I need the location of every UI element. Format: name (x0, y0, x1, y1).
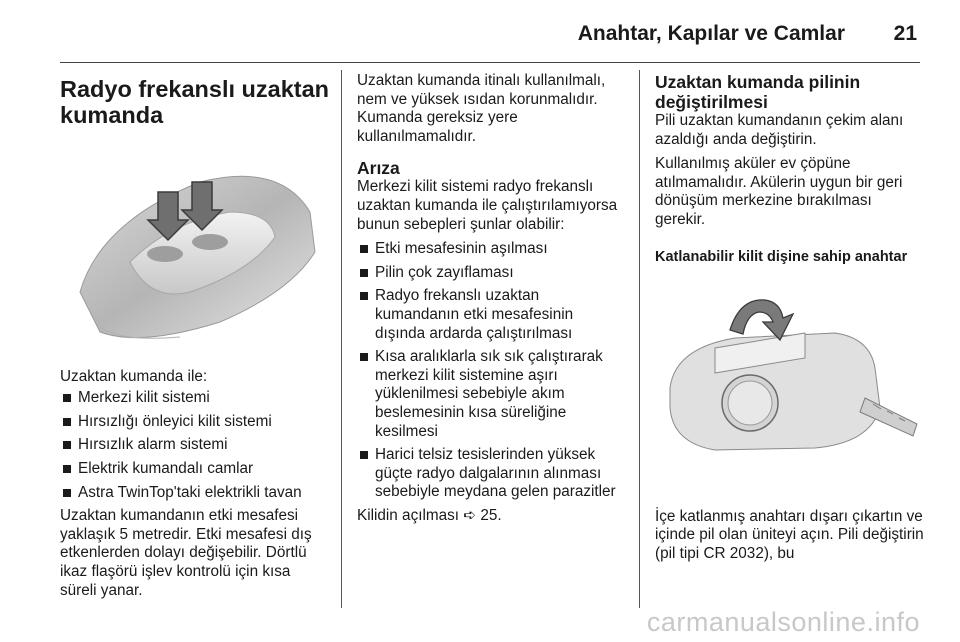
cross-reference: Kilidin açılması ➪ 25. (357, 506, 502, 524)
list-item: Radyo frekanslı uzaktan kumandanın etki mesafesinin dışında ardarda çalıştırılması (357, 287, 625, 343)
care-paragraph: Uzaktan kumanda itinalı kullanılmalı, nem ve yüksek ısıdan korunmalıdır. Kumanda gereksiz yere kullanılmamalıdır. (357, 72, 606, 145)
list-item: Pilin çok zayıflaması (357, 264, 625, 283)
intro-text: Uzaktan kumanda ile: (60, 367, 208, 385)
list-item: Harici telsiz tesislerinden yüksek güçte radyo dalgalarının alınması sebebiyle meydana gelen parazitler (357, 446, 625, 502)
list-item: Kısa aralıklarla sık sık çalıştırarak merkezi kilit sistemine aşırı yüklenilmesi sebebiyle akım beslemesinin kısa süreliğine kesilmesi (357, 348, 625, 441)
list-item: Etki mesafesinin aşılması (357, 240, 625, 259)
key-battery-icon (655, 278, 925, 488)
battery-heading: Uzaktan kumanda pilinin değiştirilmesi (655, 72, 861, 112)
page-number: 21 (893, 22, 917, 45)
remote-key-icon (60, 142, 330, 352)
feature-list (60, 389, 330, 502)
battery-paragraph-2: Kullanılmış aküler ev çöpüne atılmamalıdır. Akülerin uygun bir geri dönüşüm merkezine bırakılması gerekir. (655, 155, 903, 228)
remote-key-illustration (60, 142, 330, 358)
page-header (60, 14, 920, 63)
watermark: carmanualsonline.info (646, 607, 920, 637)
column-divider (341, 70, 342, 608)
fault-heading: Arıza (357, 158, 400, 179)
list-item: Astra TwinTop'taki elektrikli tavan (60, 484, 330, 503)
folding-key-subheading: Katlanabilir kilit dişine sahip anahtar (655, 248, 908, 265)
column-3 (655, 72, 925, 564)
fault-intro: Merkezi kilit sistemi radyo frekanslı uzaktan kumanda ile çalıştırılamıyorsa bunun sebepleri şunlar olabilir: (357, 178, 618, 233)
list-item: Hırsızlığı önleyici kilit sistemi (60, 413, 330, 432)
battery-paragraph-3: İçe katlanmış anahtarı dışarı çıkartın ve içinde pil olan üniteyi açın. Pili değiştirin (pil tipi CR 2032), bu (655, 507, 924, 562)
column-2 (357, 72, 625, 525)
battery-replacement-illustration (655, 278, 925, 494)
section-heading: Radyo frekanslı uzaktan kumanda (60, 76, 330, 128)
column-divider (639, 70, 640, 608)
range-paragraph: Uzaktan kumandanın etki mesafesi yaklaşık 5 metredir. Etki mesafesi dış etkenlerden dolayı değişebilir. Dörtlü ikaz flaşörü işlev kontrolü için kısa süreli yanar. (60, 507, 312, 599)
column-1 (60, 70, 330, 600)
list-item: Merkezi kilit sistemi (60, 389, 330, 408)
fault-list (357, 240, 625, 502)
battery-paragraph-1: Pili uzaktan kumandanın çekim alanı azaldığı anda değiştirin. (655, 112, 904, 148)
chapter-title: Anahtar, Kapılar ve Camlar (577, 22, 845, 45)
list-item: Hırsızlık alarm sistemi (60, 436, 330, 455)
list-item: Elektrik kumandalı camlar (60, 460, 330, 479)
